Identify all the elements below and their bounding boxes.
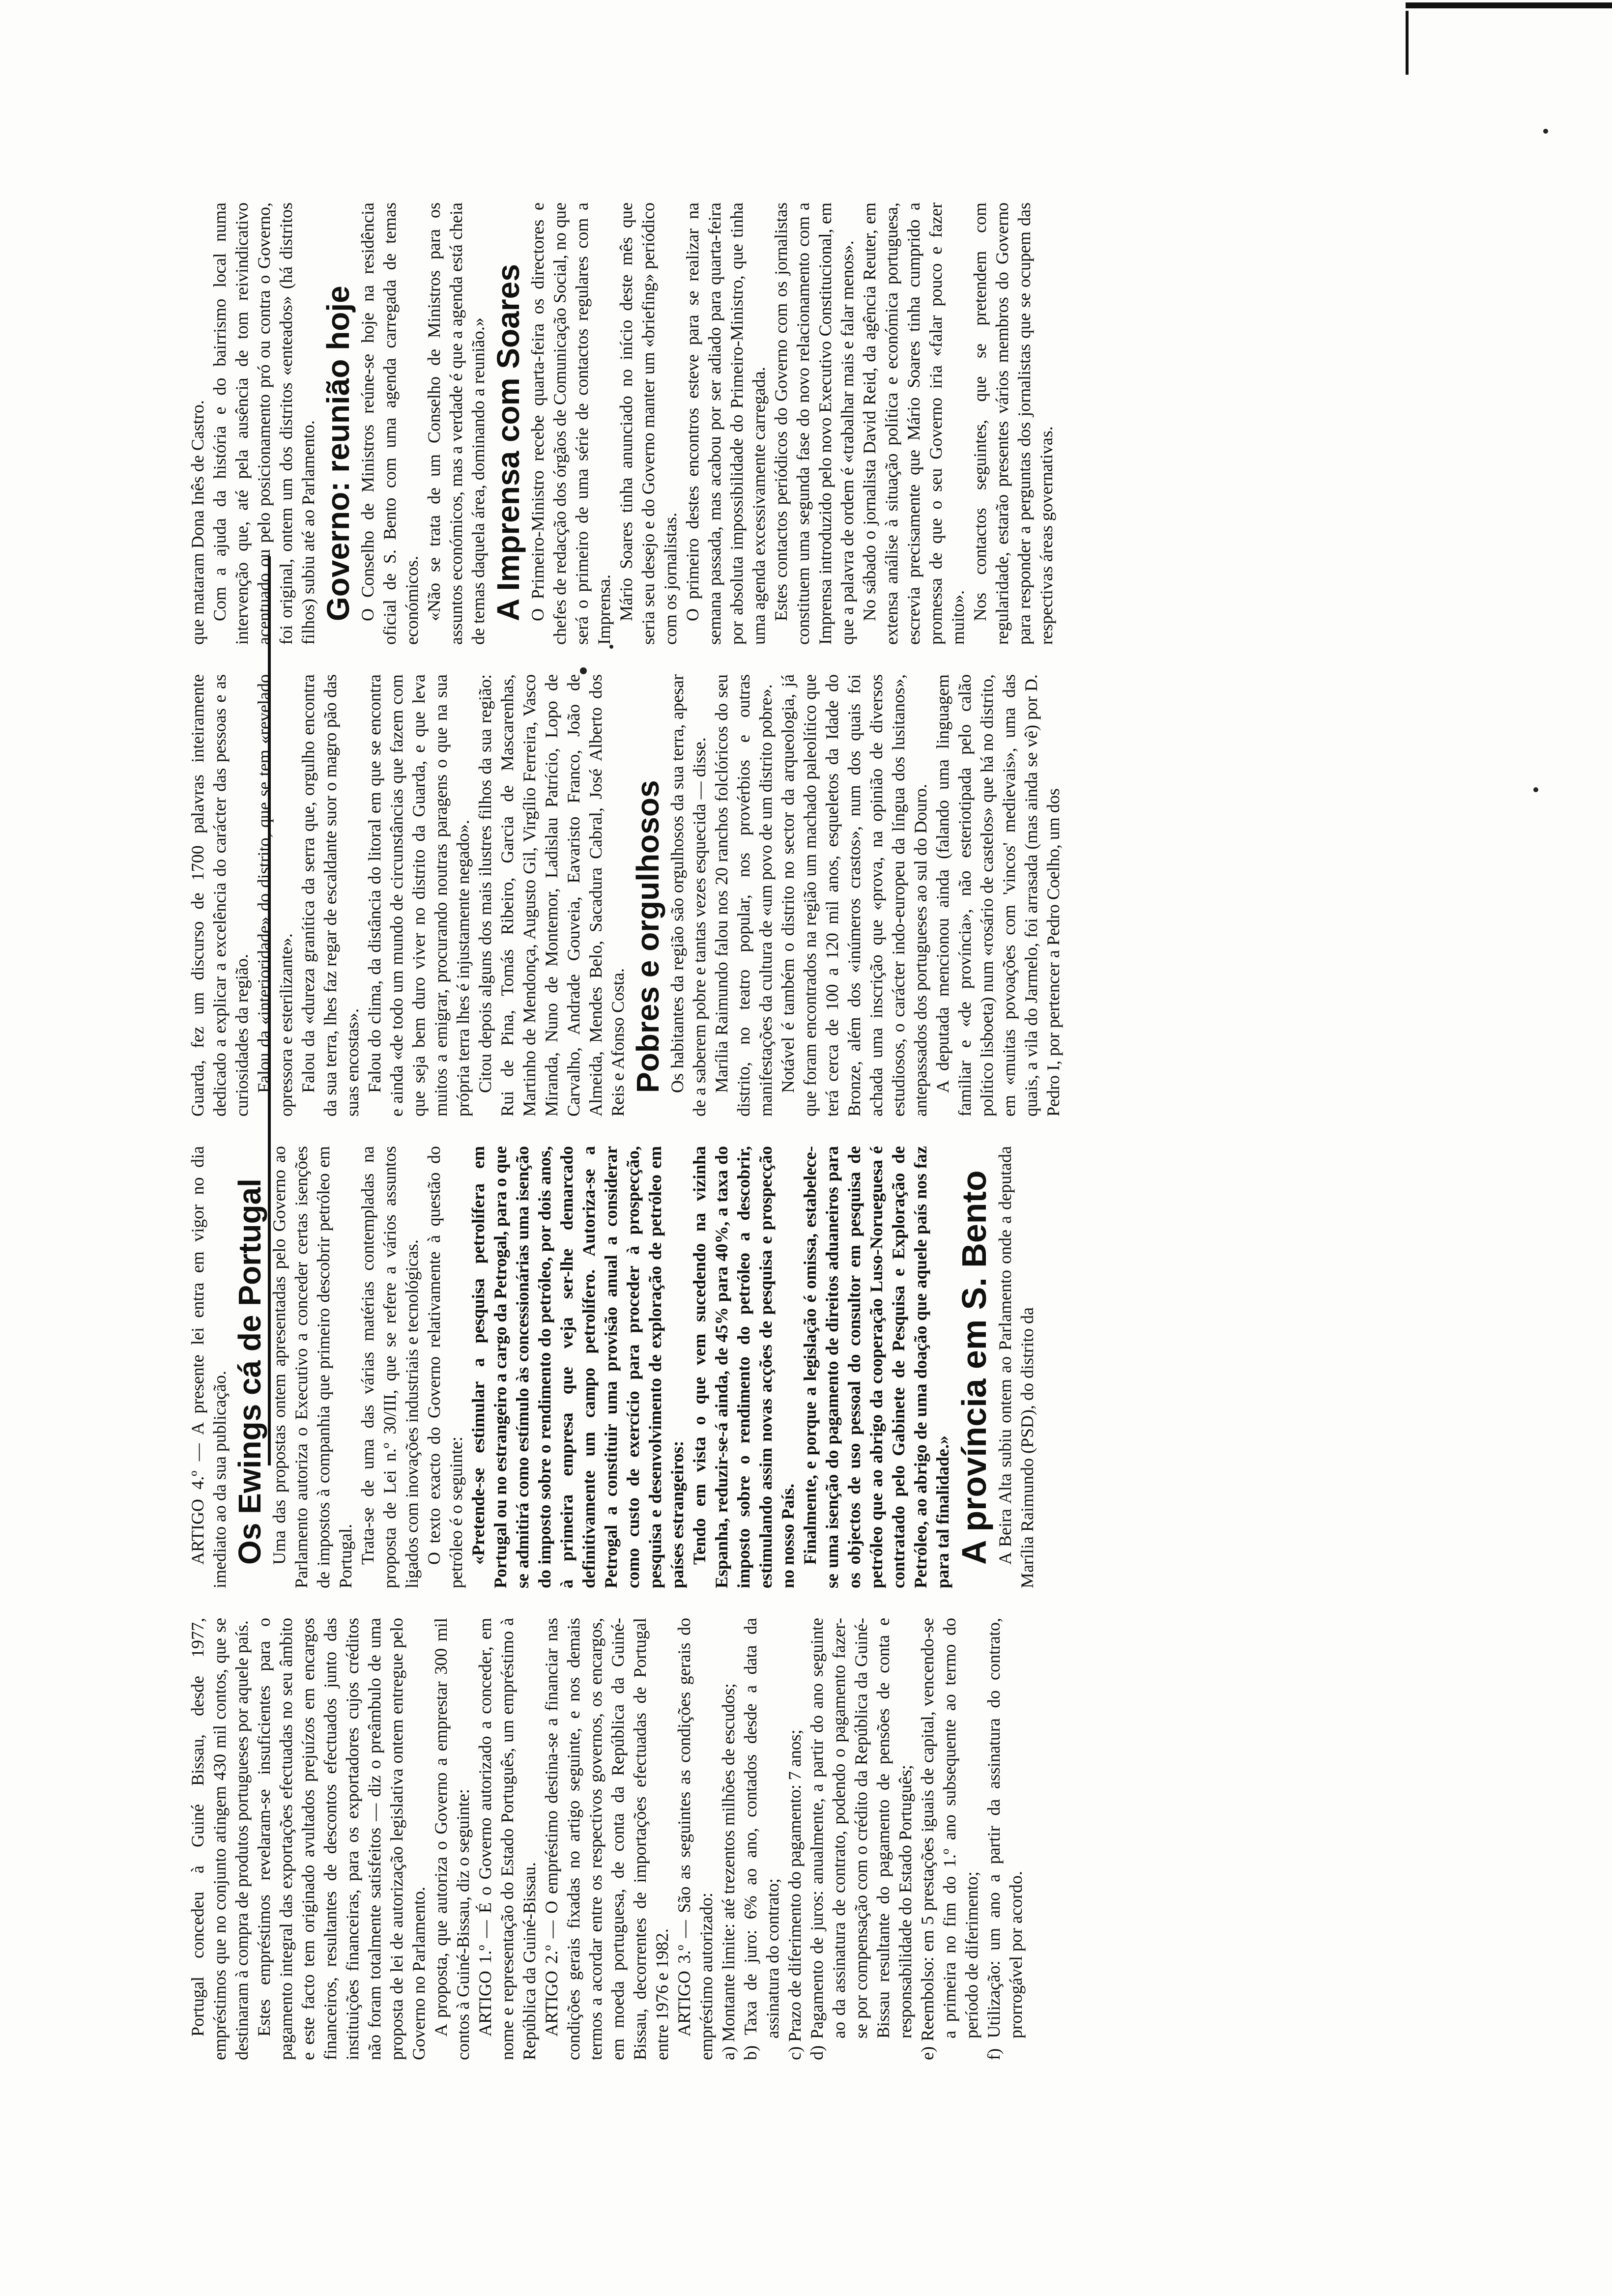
paragraph: O Primeiro-Ministro recebe quarta-feira os directores e chefes de redacção dos órgãos de Comunicação Social, no que será o primeiro de uma série de contactos regulares com a Imprensa. bbox=[528, 202, 614, 645]
paragraph: Com a ajuda da história e do bairrismo local numa intervenção que, até pela ausência de tom reivindicativo acentuado ou pelo posicionamento pró ou contra o Governo, foi original, ontem um dos distritos «enteados» (há distritos filhos) subiu até ao Parlamento. bbox=[210, 202, 318, 645]
paragraph: O primeiro destes encontros esteve para se realizar na semana passada, mas acabou por ser adiado para quarta-feira por absoluta impossibilidade do Primeiro-Ministro, que tinha uma agenda excessivamente carregada. bbox=[683, 202, 769, 645]
paragraph: Guarda, fez um discurso de 1700 palavras inteiramente dedicado a explicar a excelência do carácter das pessoas e as curiosidades da região. bbox=[188, 674, 252, 1117]
paragraph: No sábado o jornalista David Reid, da agência Reuter, em extensa análise à situação política e económica portuguesa, escrevia precisamente que Mário Soares tinha cumprido a promessa de que o seu Governo iria «falar pouco e fazer muito». bbox=[860, 202, 968, 645]
list-item: c) Prazo de diferimento do pagamento: 7 anos; bbox=[785, 1729, 805, 2060]
paragraph: O Conselho de Ministros reúne-se hoje na residência oficial de S. Bento com uma agenda carregada de temas económicos. bbox=[358, 202, 422, 645]
paragraph: «Não se trata de um Conselho de Ministros para os assuntos económicos, mas a verdade é que a agenda está cheia de temas daquela área, dominando a reunião.» bbox=[424, 202, 488, 645]
paragraph: O texto exacto do Governo relativamente à questão do petróleo é o seguinte: bbox=[424, 1146, 466, 1588]
paragraph: Marília Raimundo falou nos 20 ranchos folclóricos do seu distrito, no teatro popular, nos provérbios e outras manifestações da cultura de «um povo de um distrito pobre». bbox=[712, 674, 776, 1117]
column-1 bbox=[187, 1618, 1543, 2060]
list-item: f) Utilização: um ano a partir da assinatura do contrato, prorrogável por acordo. bbox=[984, 1618, 1026, 2060]
paragraph: Mário Soares tinha anunciado no início deste mês que seria seu desejo e do Governo manter um «briefing» periódico com os jornalistas. bbox=[616, 202, 680, 645]
corner-rule-vertical bbox=[1406, 2, 1612, 8]
paragraph: Nos contactos seguintes, que se pretendem com regularidade, estarão presentes vários membros do Governo para responder a perguntas dos jornalistas que se ocupem das respectivas áreas governativas. bbox=[970, 202, 1056, 645]
column-4 bbox=[187, 202, 1543, 645]
paragraph: ARTIGO 4.º — A presente lei entra em vigor no dia imediato ao da sua publicação. bbox=[188, 1146, 230, 1588]
list-item: d) Pagamento de juros: anualmente, a partir do ano seguinte ao da assinatura de contrato, podendo o pagamento fazer-se por compensação com o crédito da República da Guiné-Bissau resultante do pagamento de pensões de conta e responsabilidade do Estado Português; bbox=[807, 1618, 915, 2060]
paragraph: Falou da «dureza granítica da serra que, orgulho encontra da sua terra, lhes faz regar de escaldante suor o magro pão das suas encostas». bbox=[298, 674, 362, 1117]
paragraph: ARTIGO 3.º — São as seguintes as condições gerais do empréstimo autorizado: bbox=[674, 1618, 716, 2060]
paragraph: ARTIGO 1.º — É o Governo autorizado a conceder, em nome e representação do Estado Português, um empréstimo à República da Guiné-Bissau. bbox=[475, 1618, 539, 2060]
paragraph: A deputada mencionou ainda (falando uma linguagem familiar e «de província», não esteriotipada pelo calão político lisboeta) num «rosário de castelos» que há no distrito, em «muitas povoações com 'vincos' medievais», uma das quais, a vila do Jarmelo, foi arrasada (mas ainda se vê) por D. Pedro I, por pertencer a Pedro Coelho, um dos bbox=[933, 674, 1063, 1117]
scan-speck bbox=[1543, 129, 1548, 134]
paragraph: Falou da «interioridade» do distrito, que se tem «revelado opressora e esterilizante». bbox=[254, 674, 296, 1117]
paragraph: Estes contactos periódicos do Governo com os jornalistas constituem uma segunda fase do novo relacionamento com a Imprensa introduzido pelo novo Executivo Constitucional, em que a palavra de ordem é «trabalhar mais e falar menos». bbox=[771, 202, 857, 645]
corner-rule-horizontal bbox=[1406, 11, 1409, 75]
headline-provincia: A província em S. Bento bbox=[955, 1170, 993, 1565]
paragraph: Trata-se de uma das várias matérias contempladas na proposta de Lei n.º 30/III, que se refere a vários assuntos ligados com inovações industriais e tecnológicas. bbox=[358, 1146, 422, 1588]
paragraph: que mataram Dona Inês de Castro. bbox=[188, 400, 207, 645]
column-2 bbox=[187, 1146, 1543, 1588]
headline-os-ewings: Os Ewings cá de Portugal bbox=[232, 1178, 267, 1565]
bold-paragraph: «Pretende-se estimular a pesquisa petrolífera em Portugal ou no estrangeiro a cargo da Petrogal, para o que se admitirá como estímulo às concessionárias uma isenção do imposto sobre o rendimento do petróleo, por dois anos, à primeira empresa que veja ser-lhe demarcado definitivamente um campo petrolífero. Autoriza-se a Petrogal a constituir uma provisão anual a considerar como custo de exercício para proceder à prospecção, pesquisa e desenvolvimento de exploração de petróleo em países estrangeiros: bbox=[468, 1146, 687, 1588]
headline-imprensa: A Imprensa com Soares bbox=[490, 264, 526, 621]
headline-pobres: Pobres e orgulhosos bbox=[630, 780, 665, 1093]
paragraph: Uma das propostas ontem apresentadas pelo Governo ao Parlamento autoriza o Executivo a conceder certas isenções de impostos à companhia que primeiro descobrir petróleo em Portugal. bbox=[269, 1146, 355, 1588]
list-item: e) Reembolso: em 5 prestações iguais de capital, vencendo-se a primeira no fim do 1.º ano subsequente ao termo do período de diferimento; bbox=[918, 1618, 981, 2060]
paragraph: Citou depois alguns dos mais ilustres filhos da sua região: Rui de Pina, Tomás Ribeiro, Garcia de Mascarenhas, Martinho de Mendonça, Augusto Gil, Virgílio Ferreira, Vasco Miranda, Nuno de Montemor, Ladislau Patrício, Lopo de Carvalho, Andrade Gouveia, Eavaristo Franco, João de Almeida, Mendes Belo, Sacadura Cabral, José Alberto dos Reis e Afonso Costa. bbox=[475, 674, 628, 1117]
column-3 bbox=[187, 674, 1543, 1117]
bold-paragraph: Finalmente, e porque a legislação é omissa, estabelece-se uma isenção do pagamento de direitos aduaneiros para os objectos de uso pessoal do consultor em pesquisa de petróleo que ao abrigo da cooperação Luso-Norueguesa é contratado pelo Gabinete de Pesquisa e Exploração de Petróleo, ao abrigo de uma doação que aquele país nos faz para tal finalidade.» bbox=[800, 1146, 952, 1588]
scan-speck bbox=[580, 667, 587, 674]
headline-governo: Governo: reunião hoje bbox=[320, 286, 356, 621]
list-item: b) Taxa de juro: 6% ao ano, contados desde a data da assinatura do contrato; bbox=[741, 1618, 782, 2060]
paragraph: Notável é também o distrito no sector da arqueologia, já que foram encontrados na região um machado paleolítico que terá cerca de 100 a 120 mil anos, esqueletos da Idade do Bronze, além dos «inúmeros crastos», num dos quais foi achada uma inscrição que «prova, na opinião de diversos estudiosos, o carácter indo-europeu da língua dos lusitanos», antepassados dos portugueses ao sul do Douro. bbox=[778, 674, 930, 1117]
paragraph: Falou do clima, da distância do litoral em que se encontra e ainda «de todo um mundo de circunstâncias que fazem com que seja bem duro viver no distrito da Guarda, e que leva muitos a emigrar, procurando noutras paragens o que na sua própria terra lhes é injustamente negado». bbox=[365, 674, 473, 1117]
paragraph: A proposta, que autoriza o Governo a emprestar 300 mil contos à Guiné-Bissau, diz o seguinte: bbox=[431, 1618, 473, 2060]
paragraph: Portugal concedeu à Guiné Bissau, desde 1977, empréstimos que no conjunto atingem 430 mil contos, que se destinaram à compra de produtos portugueses por aquele país. bbox=[188, 1618, 252, 2060]
paragraph: A Beira Alta subiu ontem ao Parlamento onde a deputada Marília Raimundo (PSD), do distrito da bbox=[995, 1146, 1037, 1588]
list-item: a) Montante limite: até trezentos milhões de escudos; bbox=[719, 1683, 738, 2060]
paragraph: Os habitantes da região são orgulhosos da sua terra, apesar de a saberem pobre e tantas vezes esquecida — disse. bbox=[667, 674, 709, 1117]
scan-speck bbox=[609, 645, 613, 649]
paragraph: Estes empréstimos revelaram-se insuficientes para o pagamento integral das exportações efectuadas no seu âmbito e este facto tem originado avultados prejuízos em encargos financeiros, resultantes de descontos efectuados junto das instituições financeiras, para os exportadores cujos créditos não foram totalmente satisfeitos — diz o preâmbulo de uma proposta de lei de autorização legislativa ontem entregue pelo Governo no Parlamento. bbox=[254, 1618, 429, 2060]
bold-paragraph: Tendo em vista o que vem sucedendo na vizinha Espanha, reduzir-se-á ainda, de 45% para 40%, a taxa do imposto sobre o rendimento do petróleo a descobrir, estimulando assim novas acções de pesquisa e prospecção no nosso País. bbox=[690, 1146, 798, 1588]
paragraph: ARTIGO 2.º — O empréstimo destina-se a financiar nas condições gerais fixadas no artigo seguinte, e nos demais termos a acordar entre os respectivos governos, os encargos, em moeda portuguesa, de conta da República da Guiné-Bissau, decorrentes de importações efectuadas de Portugal entre 1976 e 1982. bbox=[542, 1618, 672, 2060]
